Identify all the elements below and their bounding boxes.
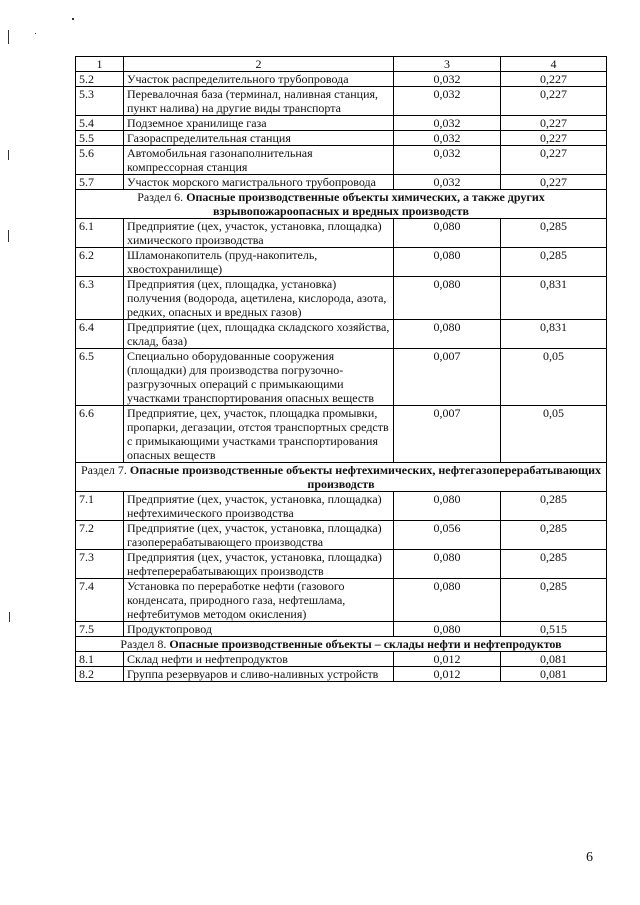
coefficient-value: 0,227 (501, 131, 607, 146)
coefficient-value: 0,515 (501, 622, 607, 637)
scan-mark (8, 30, 9, 44)
object-name: Шламонакопитель (пруд-накопитель, хвостохранилище) (124, 248, 394, 277)
section-heading (76, 463, 607, 492)
coefficient-value: 0,080 (394, 248, 501, 277)
header-cell: 1 (76, 57, 124, 72)
coefficient-value: 0,007 (394, 349, 501, 406)
coefficient-value: 0,285 (501, 492, 607, 521)
coefficient-value: 0,227 (501, 72, 607, 87)
table-row (76, 550, 607, 579)
item-number: 7.1 (76, 492, 124, 521)
coefficient-value: 0,227 (501, 175, 607, 190)
coefficient-value: 0,080 (394, 622, 501, 637)
coefficient-value: 0,080 (394, 579, 501, 622)
section-title: Опасные производственные объекты химических, а также других взрывопожароопасных и вредных производств (186, 190, 545, 218)
hazard-objects-table (75, 56, 607, 682)
coefficient-value: 0,032 (394, 72, 501, 87)
section-row (76, 190, 607, 219)
section-row (76, 637, 607, 652)
coefficient-value: 0,056 (394, 521, 501, 550)
section-prefix: Раздел 7. (80, 463, 130, 477)
coefficient-value: 0,285 (501, 550, 607, 579)
table-row (76, 72, 607, 87)
header-cell: 4 (501, 57, 607, 72)
coefficient-value: 0,05 (501, 406, 607, 463)
coefficient-value: 0,285 (501, 248, 607, 277)
item-number: 7.3 (76, 550, 124, 579)
table-row (76, 175, 607, 190)
table-row (76, 116, 607, 131)
coefficient-value: 0,032 (394, 175, 501, 190)
object-name: Предприятие (цех, участок, установка, площадка) нефтехимического производства (124, 492, 394, 521)
coefficient-value: 0,227 (501, 116, 607, 131)
object-name: Предприятия (цех, участок, установка, площадка) нефтеперерабатывающих производств (124, 550, 394, 579)
object-name: Продуктопровод (124, 622, 394, 637)
scan-mark (8, 230, 9, 242)
object-name: Участок морского магистрального трубопровода (124, 175, 394, 190)
coefficient-value: 0,227 (501, 87, 607, 116)
item-number: 8.2 (76, 667, 124, 682)
object-name: Установка по переработке нефти (газового конденсата, природного газа, нефтешлама, нефтебитумов методом окисления) (124, 579, 394, 622)
table-row (76, 87, 607, 116)
object-name: Участок распределительного трубопровода (124, 72, 394, 87)
item-number: 7.4 (76, 579, 124, 622)
coefficient-value: 0,032 (394, 131, 501, 146)
object-name: Предприятие (цех, площадка складского хозяйства, склад, база) (124, 320, 394, 349)
section-row (76, 463, 607, 492)
object-name: Предприятие, цех, участок, площадка промывки, пропарки, дегазации, отстоя транспортных средств с примыкающими участками транспортирования опасных веществ (124, 406, 394, 463)
item-number: 5.7 (76, 175, 124, 190)
table-row (76, 652, 607, 667)
coefficient-value: 0,032 (394, 87, 501, 116)
coefficient-value: 0,081 (501, 652, 607, 667)
coefficient-value: 0,080 (394, 277, 501, 320)
object-name: Специально оборудованные сооружения (площадки) для производства погрузочно-разгрузочных операций с примыкающими участками транспортирования опасных веществ (124, 349, 394, 406)
coefficient-value: 0,007 (394, 406, 501, 463)
section-prefix: Раздел 8. (120, 637, 170, 651)
object-name: Предприятия (цех, площадка, установка) получения (водорода, ацетилена, кислорода, азота, редких, опасных и вредных газов) (124, 277, 394, 320)
coefficient-value: 0,032 (394, 146, 501, 175)
coefficient-value: 0,831 (501, 277, 607, 320)
object-name: Предприятие (цех, участок, установка, площадка) газоперерабатывающего производства (124, 521, 394, 550)
coefficient-value: 0,227 (501, 146, 607, 175)
item-number: 6.3 (76, 277, 124, 320)
item-number: 5.5 (76, 131, 124, 146)
page-number: 6 (586, 850, 593, 865)
scan-mark (72, 18, 74, 20)
coefficient-value: 0,012 (394, 667, 501, 682)
table-row (76, 521, 607, 550)
scan-mark (8, 150, 9, 160)
item-number: 5.6 (76, 146, 124, 175)
scan-mark (35, 33, 36, 34)
section-prefix: Раздел 6. (137, 190, 187, 204)
coefficient-value: 0,831 (501, 320, 607, 349)
object-name: Склад нефти и нефтепродуктов (124, 652, 394, 667)
coefficient-value: 0,080 (394, 492, 501, 521)
item-number: 5.3 (76, 87, 124, 116)
item-number: 5.2 (76, 72, 124, 87)
item-number: 7.2 (76, 521, 124, 550)
table-row (76, 349, 607, 406)
table-row (76, 146, 607, 175)
item-number: 6.6 (76, 406, 124, 463)
coefficient-value: 0,080 (394, 320, 501, 349)
object-name: Автомобильная газонаполнительная компрессорная станция (124, 146, 394, 175)
coefficient-value: 0,032 (394, 116, 501, 131)
object-name: Группа резервуаров и сливо-наливных устройств (124, 667, 394, 682)
table-row (76, 492, 607, 521)
item-number: 6.5 (76, 349, 124, 406)
coefficient-value: 0,080 (394, 550, 501, 579)
item-number: 7.5 (76, 622, 124, 637)
coefficient-value: 0,012 (394, 652, 501, 667)
object-name: Газораспределительная станция (124, 131, 394, 146)
table-row (76, 579, 607, 622)
object-name: Перевалочная база (терминал, наливная станция, пункт налива) на другие виды транспорта (124, 87, 394, 116)
table-row (76, 277, 607, 320)
coefficient-value: 0,081 (501, 667, 607, 682)
table-row (76, 622, 607, 637)
header-cell: 3 (394, 57, 501, 72)
coefficient-value: 0,285 (501, 579, 607, 622)
table-row (76, 667, 607, 682)
section-heading (76, 637, 607, 652)
coefficient-value: 0,285 (501, 219, 607, 248)
item-number: 6.2 (76, 248, 124, 277)
section-title: Опасные производственные объекты нефтехимических, нефтегазоперерабатывающих производств (129, 463, 602, 491)
table-row (76, 219, 607, 248)
header-row (76, 57, 607, 72)
item-number: 5.4 (76, 116, 124, 131)
scan-mark (9, 612, 10, 622)
item-number: 6.4 (76, 320, 124, 349)
table-row (76, 248, 607, 277)
header-cell: 2 (124, 57, 394, 72)
item-number: 8.1 (76, 652, 124, 667)
table-row (76, 406, 607, 463)
object-name: Подземное хранилище газа (124, 116, 394, 131)
coefficient-value: 0,080 (394, 219, 501, 248)
table-row (76, 320, 607, 349)
section-heading (76, 190, 607, 219)
coefficient-value: 0,285 (501, 521, 607, 550)
section-title: Опасные производственные объекты – склады нефти и нефтепродуктов (169, 637, 562, 651)
object-name: Предприятие (цех, участок, установка, площадка) химического производства (124, 219, 394, 248)
coefficient-value: 0,05 (501, 349, 607, 406)
item-number: 6.1 (76, 219, 124, 248)
table-row (76, 131, 607, 146)
